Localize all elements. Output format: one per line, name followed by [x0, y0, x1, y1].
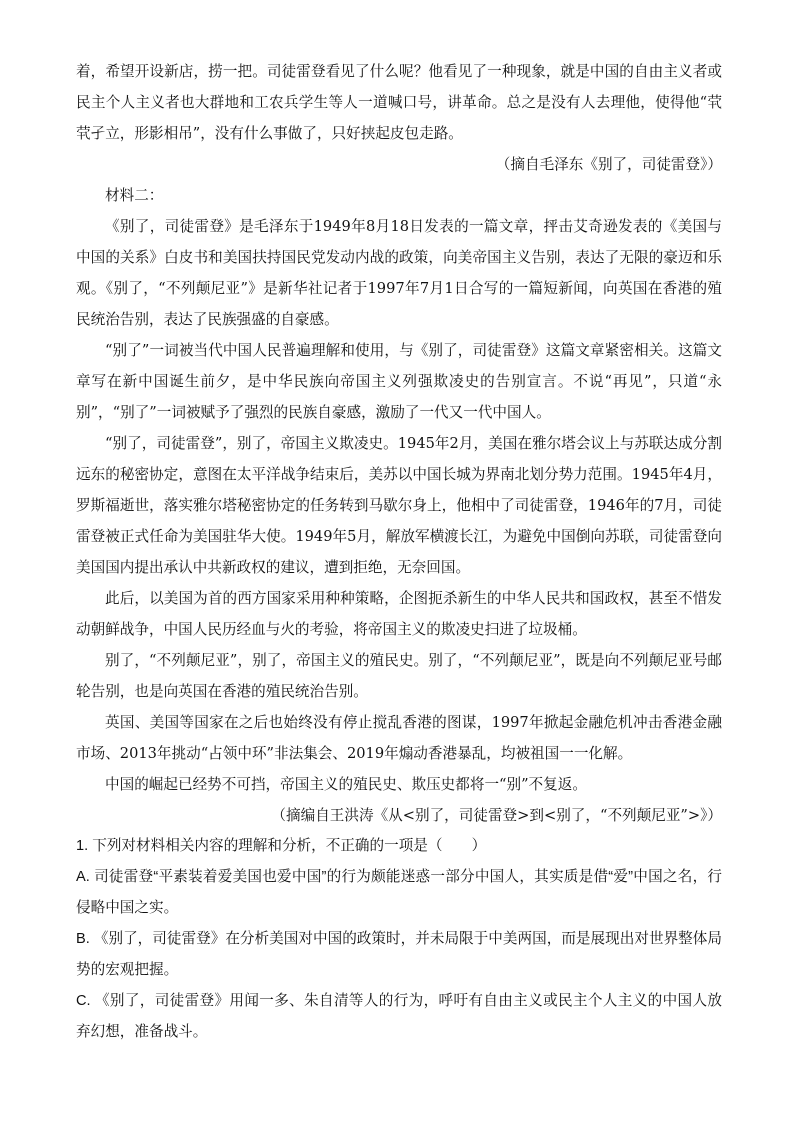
material-two-paragraph: “别了”一词被当代中国人民普遍理解和使用，与《别了，司徒雷登》这篇文章紧密相关。这篇文章写在新中国诞生前夕，是中华民族向帝国主义列强欺凌史的告别宣言。不说“再见”，只道“永别”，“别了”一词被赋予了强烈的民族自豪感，激励了一代又一代中国人。 — [76, 342, 722, 421]
material-two-paragraph: 别了，“不列颠尼亚”，别了，帝国主义的殖民史。别了，“不列颠尼亚”，既是向不列颠尼亚号邮轮告别，也是向英国在香港的殖民统治告别。 — [76, 652, 722, 700]
material-one-tail-paragraph: 着，希望开设新店，捞一把。司徒雷登看见了什么呢？他看见了一种现象，就是中国的自由主义者或民主个人主义者也大群地和工农兵学生等人一道喊口号，讲革命。总之是没有人去理他，使得他“茕茕孑立，形影相吊”，没有什么事做了，只好挟起皮包走路。 — [76, 63, 722, 142]
material-two-label: 材料二： — [105, 187, 164, 204]
material-two-source: （摘编自王洪涛《从<别了，司徒雷登>到<别了，“不列颠尼亚”>》） — [271, 807, 722, 824]
question-option-b: B. 《别了，司徒雷登》在分析美国对中国的政策时，并未局限于中美两国，而是展现出对世界整体局势的宏观把握。 — [76, 931, 722, 978]
material-two-paragraph: “别了，司徒雷登”，别了，帝国主义欺凌史。1945年2月，美国在雅尔塔会议上与苏联达成分割远东的秘密协定，意图在太平洋战争结束后，美苏以中国长城为界南北划分势力范围。1945年4月，罗斯福逝世，落实雅尔塔秘密协定的任务转到马歇尔身上，他相中了司徒雷登，1946年的7月，司徒雷登被正式任命为美国驻华大使。1949年5月，解放军横渡长江，为避免中国倒向苏联，司徒雷登向美国国内提出承认中共新政权的建议，遭到拒绝，无奈回国。 — [76, 435, 722, 576]
question-stem: 1. 下列对材料相关内容的理解和分析，不正确的一项是（ ） — [76, 838, 487, 854]
question-option-c: C. 《别了，司徒雷登》用闻一多、朱自清等人的行为，呼吁有自由主义或民主个人主义的中国人放弃幻想，准备战斗。 — [76, 993, 722, 1040]
material-two-paragraph: 中国的崛起已经势不可挡，帝国主义的殖民史、欺压史都将一“别”不复返。 — [105, 776, 587, 793]
question-option-a: A. 司徒雷登“平素装着爱美国也爱中国”的行为颇能迷惑一部分中国人，其实质是借“爱”中国之名，行侵略中国之实。 — [76, 869, 722, 916]
material-two-paragraph: 《别了，司徒雷登》是毛泽东于1949年8月18日发表的一篇文章，抨击艾奇逊发表的《美国与中国的关系》白皮书和美国扶持国民党发动内战的政策，向美帝国主义告别，表达了无限的豪迈和乐观。《别了，“不列颠尼亚”》是新华社记者于1997年7月1日合写的一篇短新闻，向英国在香港的殖民统治告别，表达了民族强盛的自豪感。 — [76, 218, 722, 328]
material-one-source: （摘自毛泽东《别了，司徒雷登》） — [495, 156, 722, 173]
material-two-paragraph: 此后，以美国为首的西方国家采用种种策略，企图扼杀新生的中华人民共和国政权，甚至不惜发动朝鲜战争，中国人民历经血与火的考验，将帝国主义的欺凌史扫进了垃圾桶。 — [76, 590, 722, 638]
material-two-paragraph: 英国、美国等国家在之后也始终没有停止搅乱香港的图谋，1997年掀起金融危机冲击香港金融市场、2013年挑动“占领中环”非法集会、2019年煽动香港暴乱，均被祖国一一化解。 — [76, 714, 722, 762]
